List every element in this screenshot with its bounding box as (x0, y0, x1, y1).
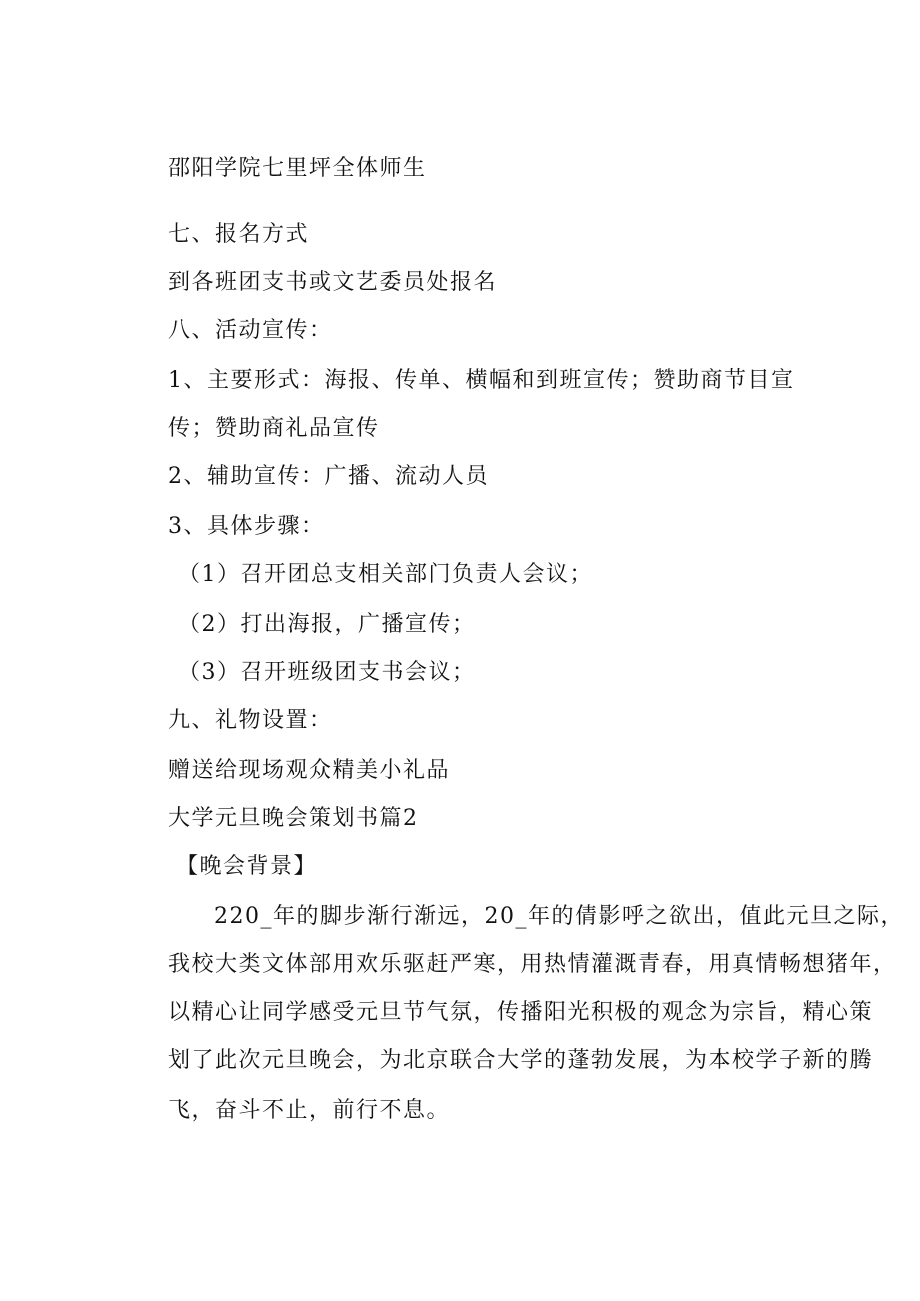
paragraph-line-5: 飞，奋斗不止，前行不息。 (168, 1098, 451, 1123)
step-3: （3）召开班级团支书会议； (178, 660, 476, 685)
gifts-text: 赠送给现场观众精美小礼品 (168, 758, 451, 783)
promotion-item-3: 3、具体步骤： (168, 514, 325, 539)
paragraph-line-3: 以精心让同学感受元旦节气氛，传播阳光积极的观念为宗旨，精心策 (168, 1000, 874, 1025)
promotion-item-1-cont: 传；赞助商礼品宣传 (168, 416, 380, 441)
paragraph-line-4: 划了此次元旦晚会，为北京联合大学的蓬勃发展，为本校学子新的腾 (168, 1048, 874, 1073)
document-title-part2: 大学元旦晚会策划书篇2 (168, 806, 419, 831)
step-1: （1）召开团总支相关部门负责人会议； (178, 562, 593, 587)
registration-text: 到各班团支书或文艺委员处报名 (168, 270, 498, 295)
step-2: （2）打出海报，广播宣传； (178, 612, 476, 637)
section-heading-registration: 七、报名方式 (168, 222, 310, 247)
section-heading-promotion: 八、活动宣传： (168, 318, 333, 343)
background-heading: 【晚会背景】 (176, 854, 318, 879)
paragraph-line-2: 我校大类文体部用欢乐驱赶严寒，用热情灌溉青春，用真情畅想猪年， (168, 952, 897, 977)
audience-line: 邵阳学院七里坪全体师生 (168, 156, 427, 181)
promotion-item-1: 1、主要形式：海报、传单、横幅和到班宣传；赞助商节目宣 (168, 368, 795, 393)
section-heading-gifts: 九、礼物设置： (168, 708, 333, 733)
promotion-item-2: 2、辅助宣传：广播、流动人员 (168, 464, 489, 489)
paragraph-line-1: 220_年的脚步渐行渐远，20_年的倩影呼之欲出，值此元旦之际， (214, 904, 904, 929)
